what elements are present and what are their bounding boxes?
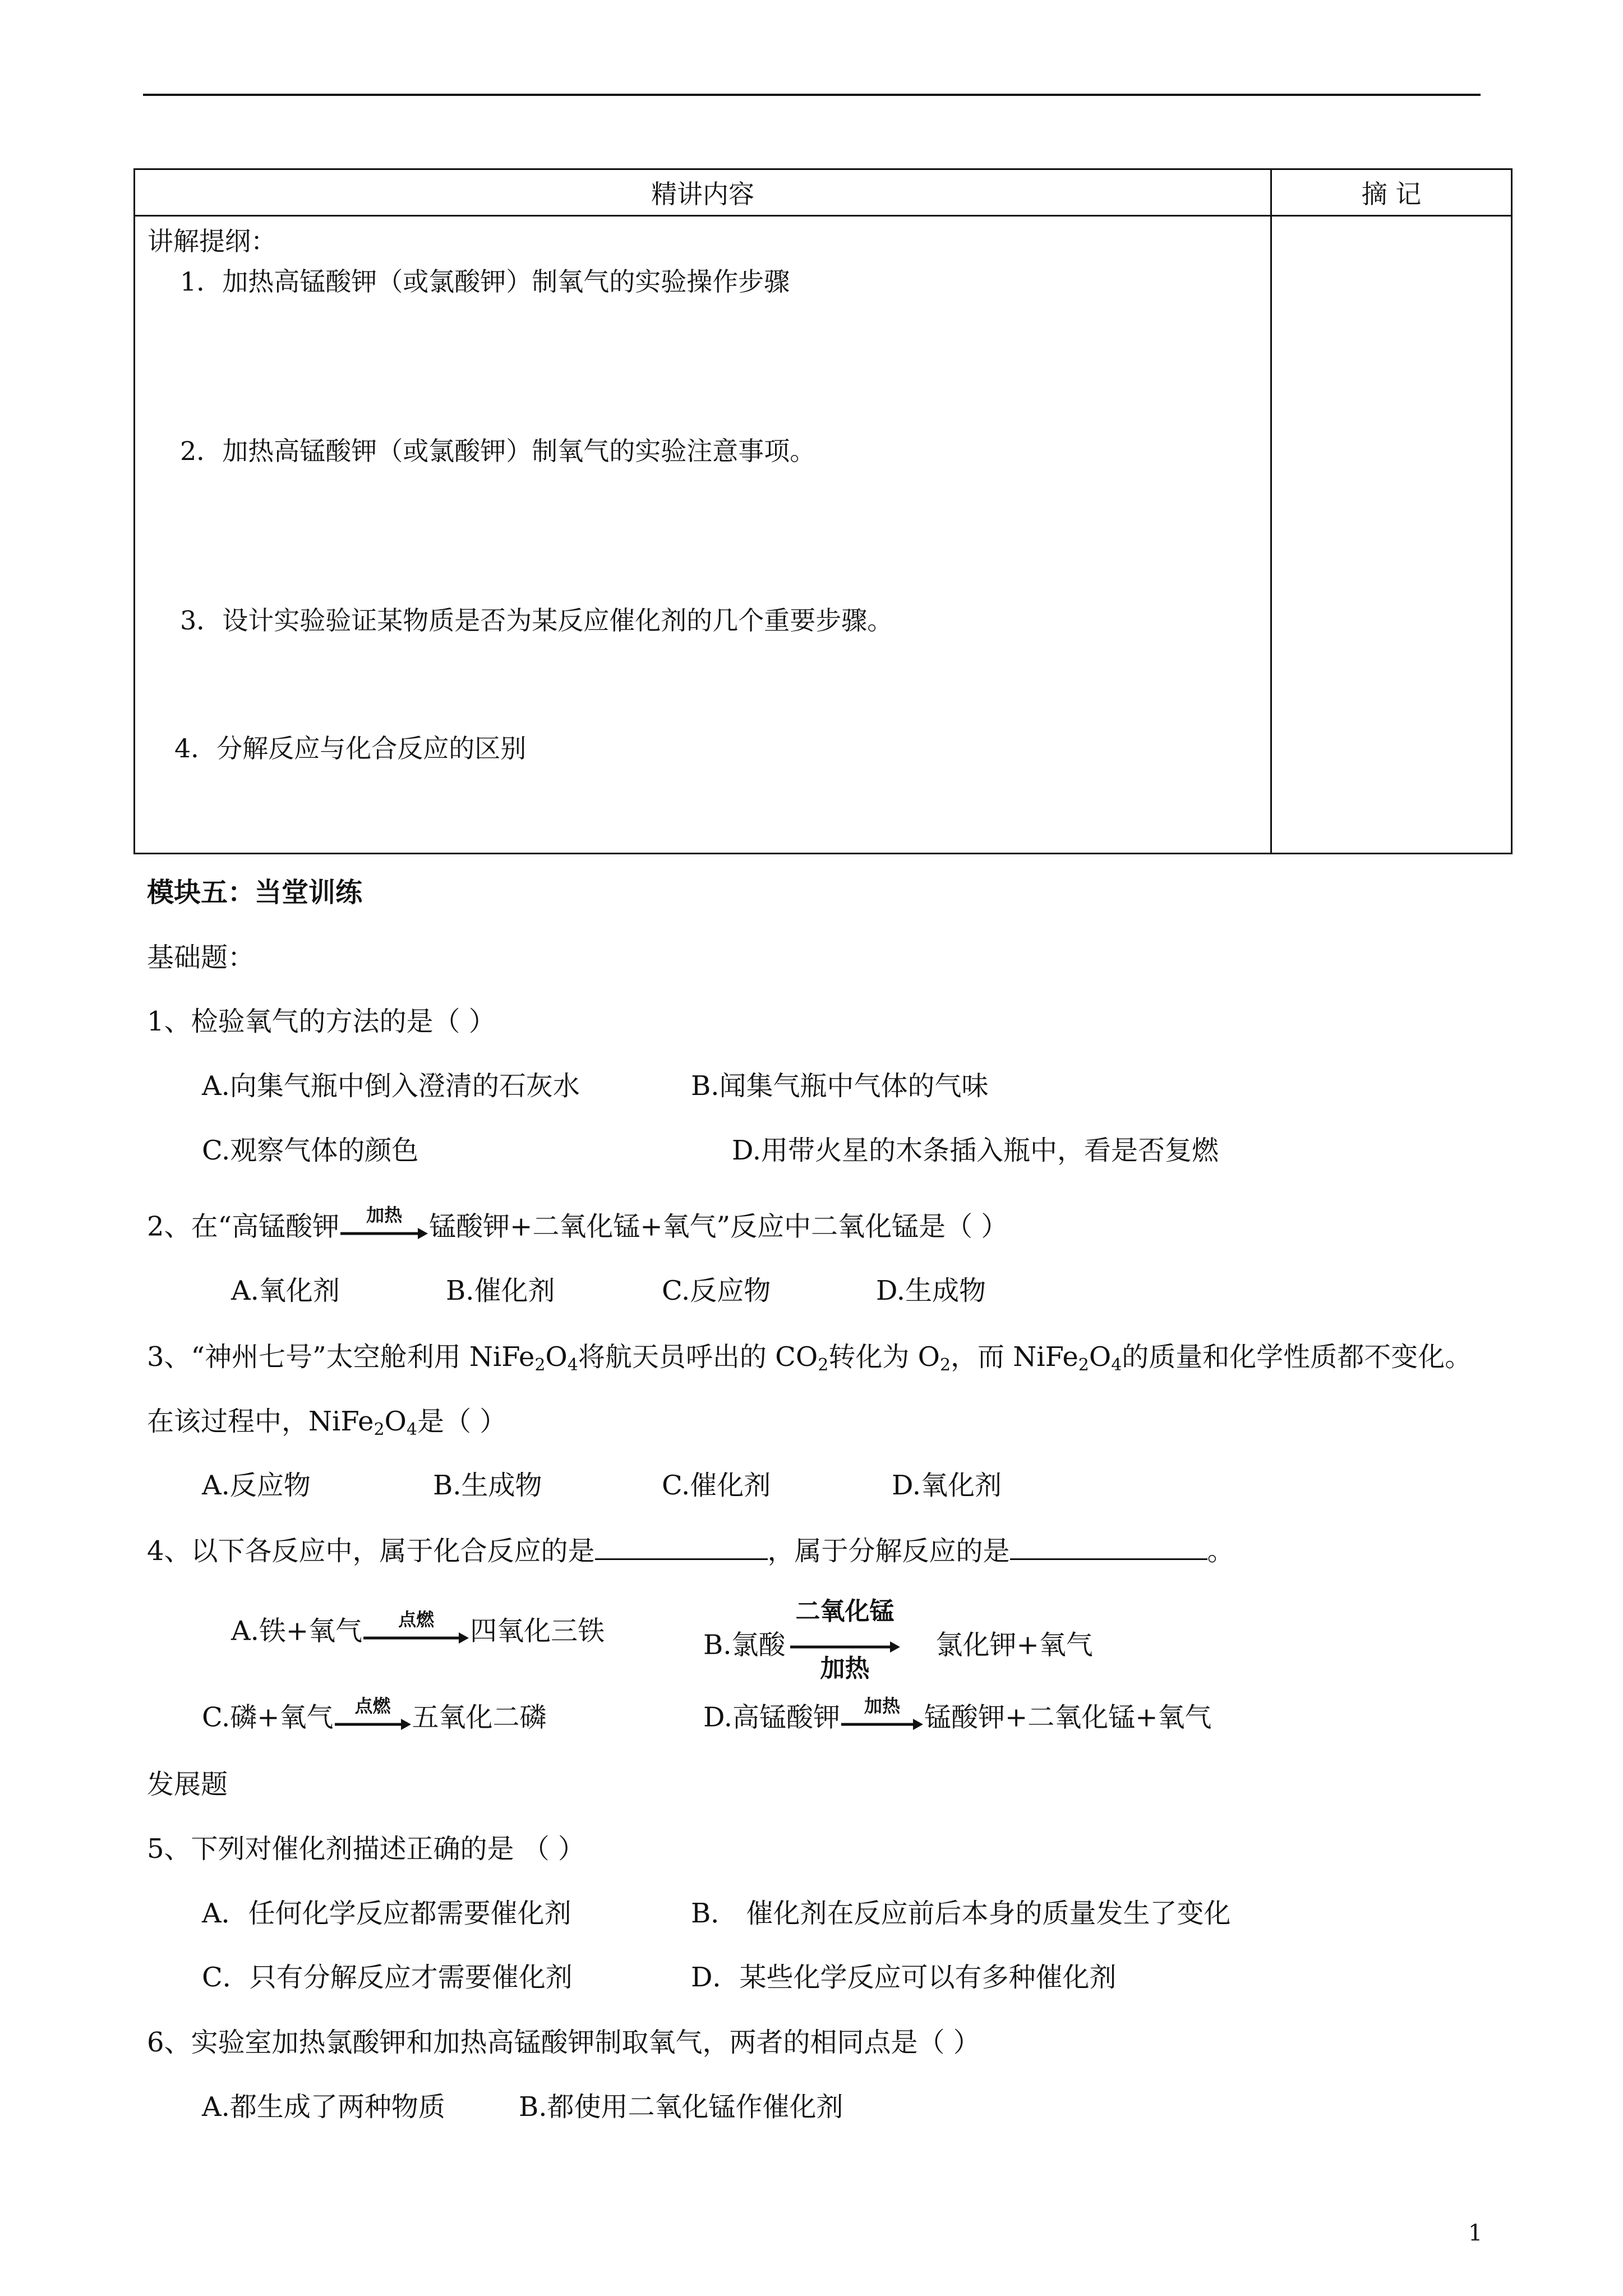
question-2-stem — [147, 1204, 1008, 1248]
q2-stem-pre: 2、在“高锰酸钾 — [147, 1211, 340, 1243]
reaction-arrow: 加热 — [840, 1700, 924, 1739]
q5-option-c: C．只有分解反应才需要催化剂 — [202, 1962, 573, 1993]
q3-option-d: D.氧化剂 — [892, 1470, 1002, 1501]
answer-blank-combination[interactable] — [595, 1533, 768, 1560]
reaction-arrow — [339, 1204, 429, 1248]
q4-option-c: C.磷+氧气 点燃 五氧化二磷 — [202, 1700, 547, 1739]
q1-option-c: C.观察气体的颜色 — [202, 1135, 419, 1166]
q2-option-b: B.催化剂 — [446, 1275, 555, 1306]
reaction-arrow: 点燃 — [362, 1613, 470, 1653]
q6-option-a: A.都生成了两种物质 — [202, 2091, 445, 2123]
q2-option-c: C.反应物 — [662, 1275, 771, 1306]
q1-option-a: A.向集气瓶中倒入澄清的石灰水 — [202, 1070, 580, 1102]
basic-section-label: 基础题： — [147, 942, 255, 973]
page-number: 1 — [1468, 2220, 1483, 2246]
q5-option-b: B． 催化剂在反应前后本身的质量发生了变化 — [691, 1898, 1231, 1929]
column-header-content: 精讲内容 — [135, 169, 1271, 216]
q5-option-a: A．任何化学反应都需要催化剂 — [202, 1898, 571, 1929]
question-1-stem: 1、检验氧气的方法的是（ ） — [147, 1006, 496, 1037]
outline-title: 讲解提纲： — [147, 226, 276, 256]
lecture-table — [133, 168, 1513, 854]
reaction-arrow-with-conditions: 二氧化锰 加热 — [789, 1613, 901, 1681]
answer-blank-decomposition[interactable] — [1010, 1533, 1207, 1560]
outline-item: 3．设计实验验证某物质是否为某反应催化剂的几个重要步骤。 — [180, 605, 893, 636]
content-cell — [135, 216, 1271, 854]
module-title: 模块五：当堂训练 — [147, 877, 363, 908]
q2-option-a: A.氧化剂 — [231, 1275, 340, 1306]
q3-option-c: C.催化剂 — [662, 1470, 771, 1501]
question-3-stem-line2: 在该过程中，$NiFe_2O_4$是（ ） — [147, 1406, 507, 1439]
q1-option-d: D.用带火星的木条插入瓶中，看是否复燃 — [732, 1135, 1219, 1166]
q3-option-b: B.生成物 — [433, 1470, 542, 1501]
q2-option-d: D.生成物 — [876, 1275, 986, 1306]
outline-item: 2．加热高锰酸钾（或氯酸钾）制氧气的实验注意事项。 — [180, 436, 816, 466]
q3-option-a: A.反应物 — [202, 1470, 311, 1501]
q5-option-d: D．某些化学反应可以有多种催化剂 — [691, 1962, 1117, 1993]
column-header-notes: 摘 记 — [1271, 169, 1512, 216]
question-5-stem: 5、下列对催化剂描述正确的是 （ ） — [147, 1833, 585, 1865]
q1-option-b: B.闻集气瓶中气体的气味 — [691, 1070, 989, 1102]
header-rule — [143, 94, 1481, 96]
development-section-label: 发展题 — [147, 1769, 228, 1800]
question-4-stem: 4、以下各反应中，属于化合反应的是 ，属于分解反应的是 。 — [147, 1533, 1234, 1568]
outline-item: 1．加热高锰酸钾（或氯酸钾）制氧气的实验操作步骤 — [180, 266, 790, 297]
arrow-condition-label: 加热 — [366, 1204, 403, 1226]
q2-stem-post: 锰酸钾+二氧化锰+氧气”反应中二氧化锰是（ ） — [429, 1211, 1008, 1243]
q4-option-b: B.氯酸 二氧化锰 加热 氯化钾+氧气 — [703, 1597, 1093, 1683]
notes-cell — [1271, 216, 1512, 854]
q6-option-b: B.都使用二氧化锰作催化剂 — [519, 2091, 843, 2123]
q4-option-d: D.高锰酸钾 加热 锰酸钾+二氧化锰+氧气 — [703, 1700, 1212, 1739]
reaction-arrow: 点燃 — [334, 1700, 412, 1739]
q4-option-a: A.铁+氧气 点燃 四氧化三铁 — [231, 1613, 605, 1653]
outline-item: 4．分解反应与化合反应的区别 — [174, 733, 527, 763]
question-3-stem: 3、“神州七号”太空舱利用 $NiFe_2O_4$将航天员呼出的 $CO_2$转化为 $O_2$，而 $NiFe_2O_4$的质量和化学性质都不变化。 — [147, 1341, 1472, 1375]
question-6-stem: 6、实验室加热氯酸钾和加热高锰酸钾制取氧气，两者的相同点是（ ） — [147, 2027, 980, 2058]
